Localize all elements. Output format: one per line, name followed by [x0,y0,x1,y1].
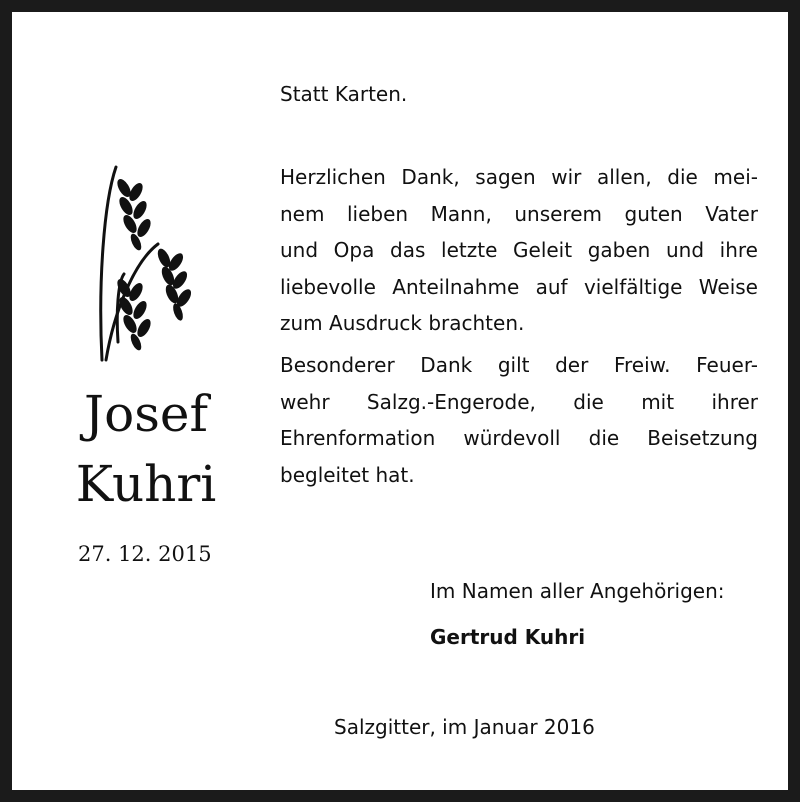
fire-brigade-paragraph [280,347,758,493]
text-line: zum Ausdruck brachten. [280,311,525,335]
signature-name: Gertrud Kuhri [430,625,586,649]
deceased-last-name: Kuhri [75,455,217,513]
text-line: wehr Salzg.-Engerode, die mit ihrer [280,389,758,414]
text-line: nem lieben Mann, unserem guten Vater [280,201,758,226]
text-line: Ehrenformation würdevoll die Beisetzung [280,426,758,450]
text-line: Besonderer Dank gilt der Freiw. Feuer- [280,353,758,377]
place-date: Salzgitter, im Januar 2016 [334,715,595,739]
signature-intro: Im Namen aller Angehörigen: [430,579,725,603]
heading: Statt Karten. [280,82,408,106]
text-line: und Opa das letzte Geleit gaben und ihre [280,238,758,262]
wheat-icon [94,162,204,367]
text-line: begleitet hat. [280,462,415,487]
text-line: liebevolle Anteilnahme auf vielfältige Weise [280,274,758,299]
thanks-paragraph [280,159,758,342]
death-date: 27. 12. 2015 [78,542,212,566]
deceased-first-name: Josef [84,385,208,443]
text-line: Herzlichen Dank, sagen wir allen, die mei- [280,165,758,189]
